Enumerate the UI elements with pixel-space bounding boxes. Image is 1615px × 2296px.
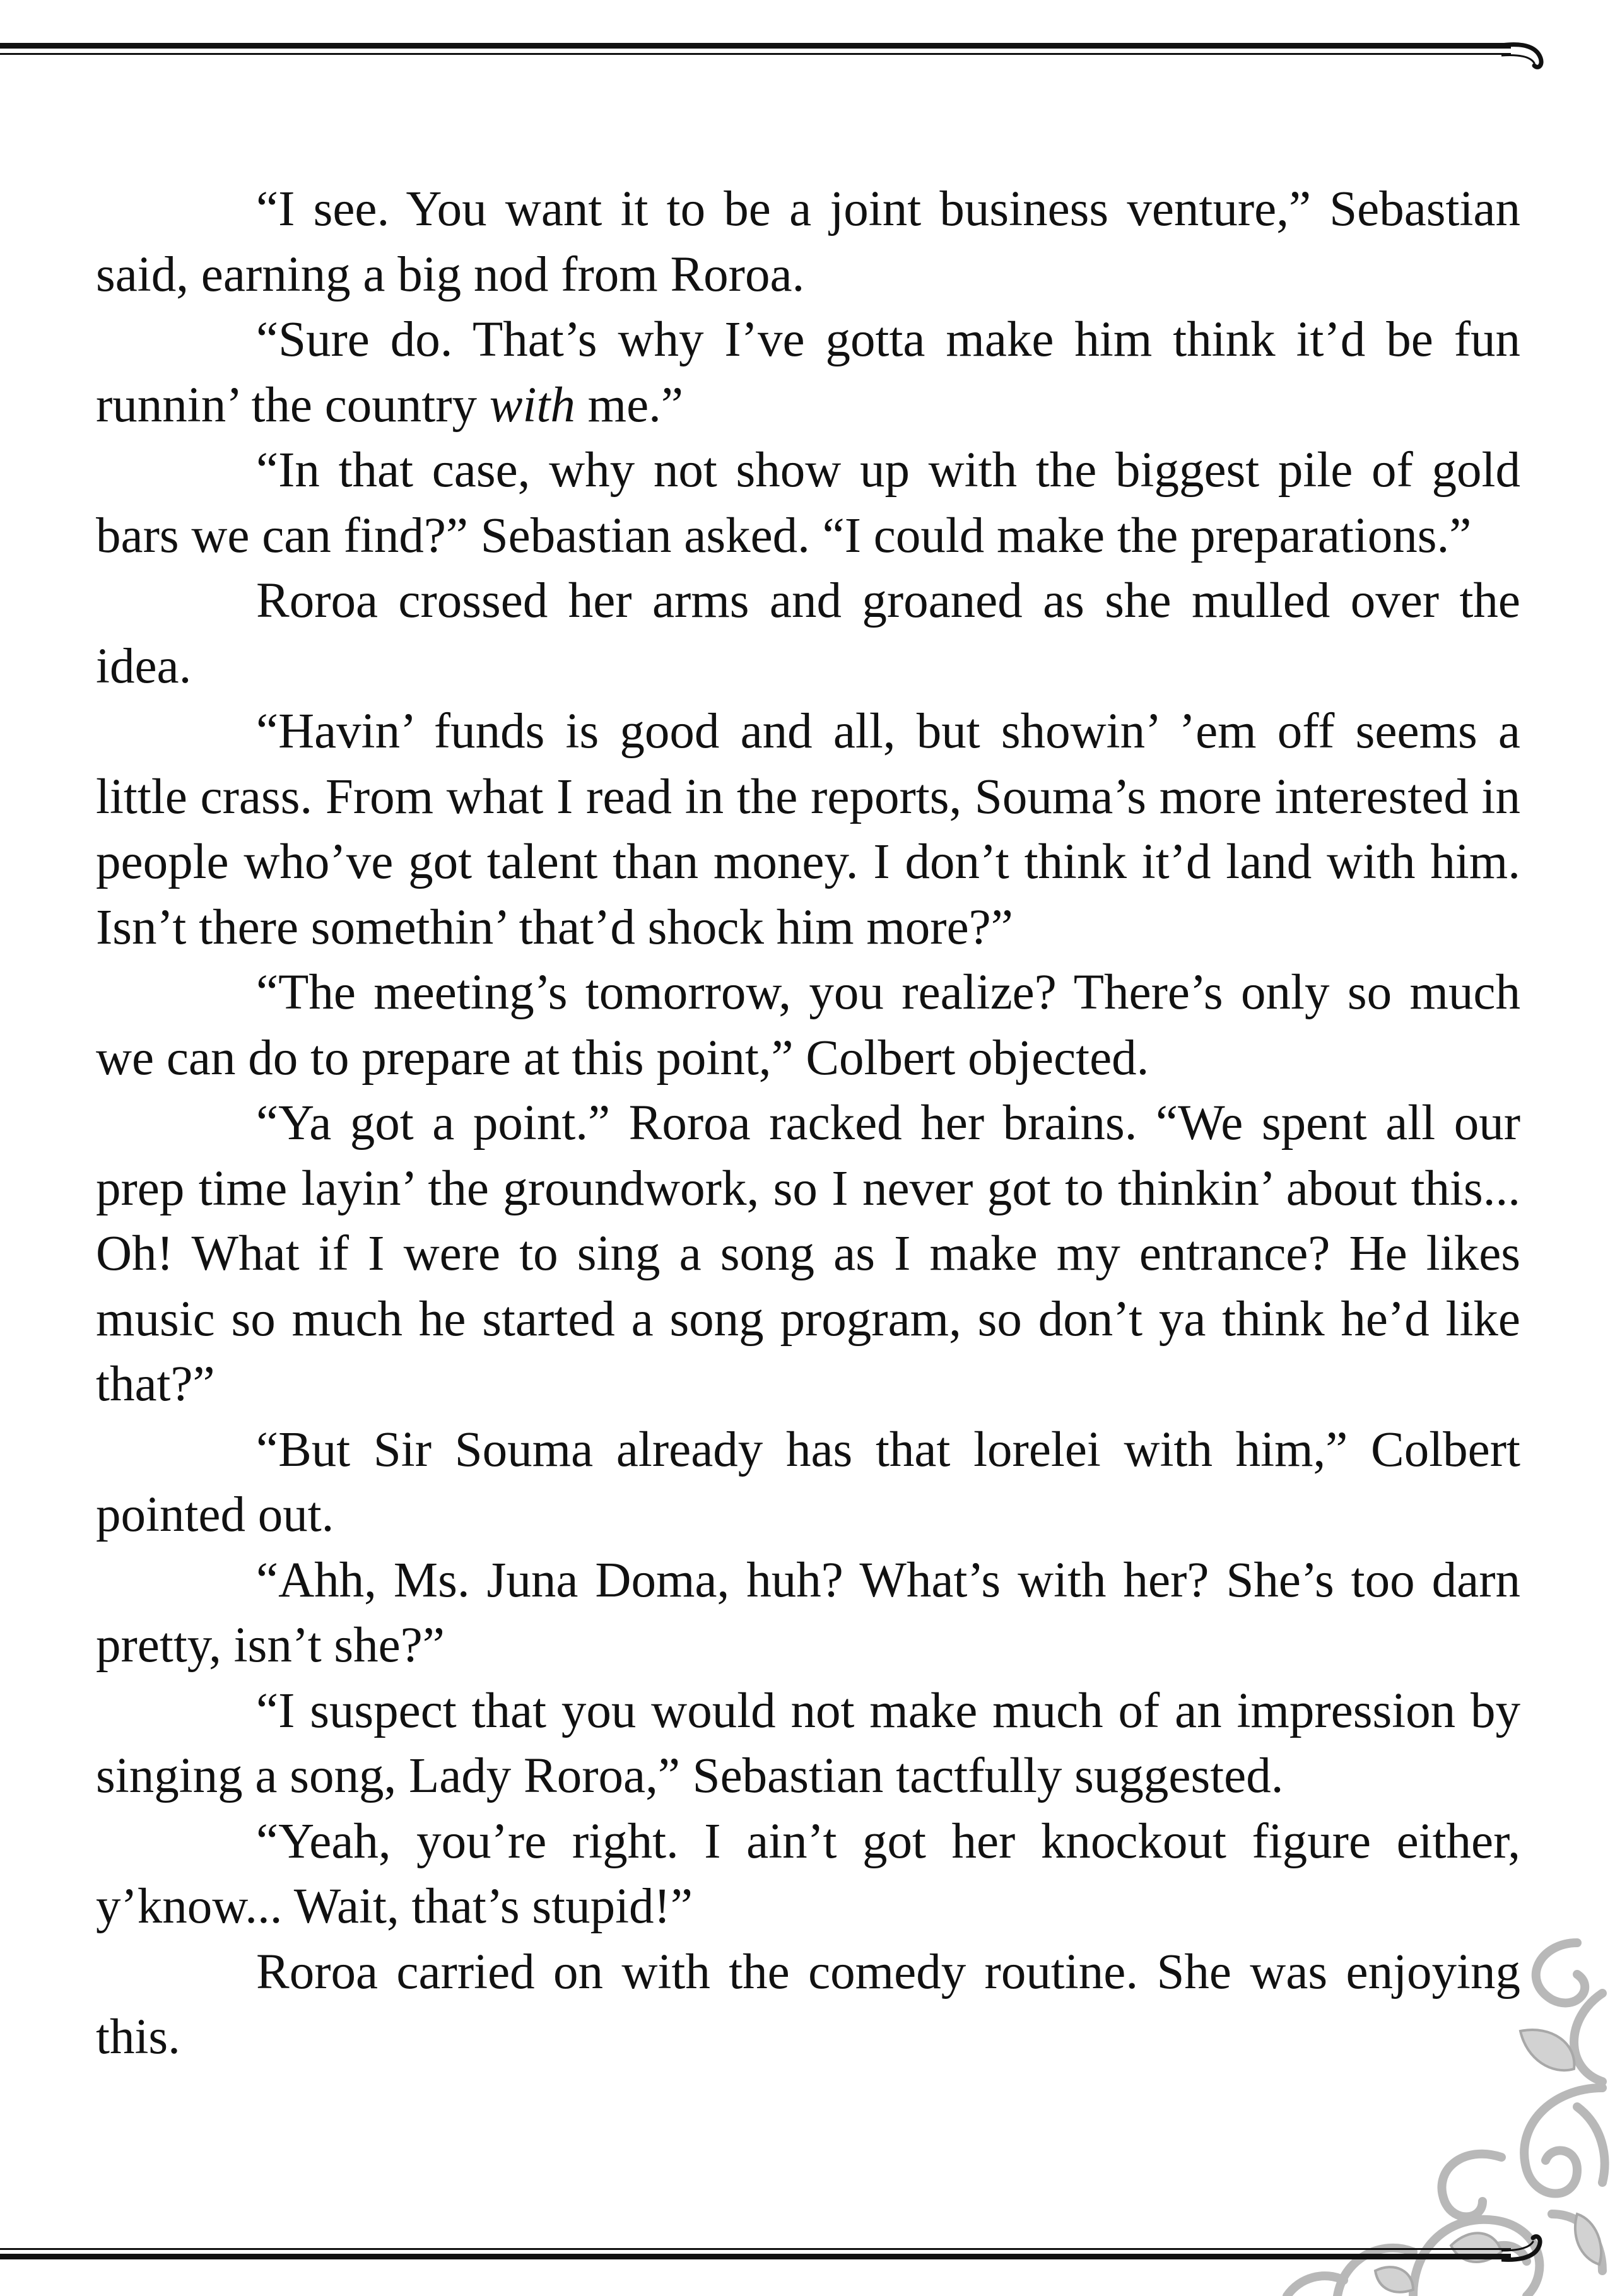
paragraph: “I see. You want it to be a joint business venture,” Sebastian said, earning a big nod from Roroa. bbox=[96, 182, 1520, 302]
paragraph-text: me.” bbox=[575, 377, 683, 433]
paragraph: “But Sir Souma already has that lorelei with him,” Colbert pointed out. bbox=[96, 1422, 1520, 1542]
paragraph: “The meeting’s tomorrow, you realize? There’s only so much we can do to prepare at this point,” Colbert objected. bbox=[96, 965, 1520, 1086]
body-text bbox=[96, 177, 1520, 2070]
paragraph: “Havin’ funds is good and all, but showin’ ’em off seems a little crass. From what I read in the reports, Souma’s more interested in people who’ve got talent than money. I don’t think it’d land with him. Isn’t there somethin’ that’d shock him more?” bbox=[96, 704, 1520, 955]
paragraph: “Yeah, you’re right. I ain’t got her knockout figure either, y’know... Wait, that’s stupid!” bbox=[96, 1813, 1520, 1934]
paragraph: Roroa crossed her arms and groaned as she mulled over the idea. bbox=[96, 573, 1520, 694]
paragraph: Roroa carried on with the comedy routine. She was enjoying this. bbox=[96, 1944, 1520, 2065]
emphasis-text: with bbox=[489, 377, 575, 433]
paragraph: “Ahh, Ms. Juna Doma, huh? What’s with her? She’s too darn pretty, isn’t she?” bbox=[96, 1552, 1520, 1673]
top-border-thick-rule bbox=[0, 43, 1511, 49]
bottom-border-thin-rule bbox=[0, 2248, 1511, 2250]
corner-flourish-ornament bbox=[1224, 1918, 1615, 2296]
paragraph-text: “Sure do. That’s why I’ve gotta make him think it’d be fun runnin’ the country bbox=[96, 312, 1520, 433]
paragraph bbox=[96, 307, 1520, 438]
bottom-border-thick-rule bbox=[0, 2254, 1511, 2259]
paragraph: “In that case, why not show up with the biggest pile of gold bars we can find?” Sebastian asked. “I could make the preparations.” bbox=[96, 443, 1520, 563]
paragraph: “I suspect that you would not make much of an impression by singing a song, Lady Roroa,” Sebastian tactfully suggested. bbox=[96, 1683, 1520, 1803]
top-border-curl-icon bbox=[1501, 37, 1552, 74]
top-border-thin-rule bbox=[0, 53, 1511, 55]
paragraph: “Ya got a point.” Roroa racked her brains. “We spent all our prep time layin’ the groundwork, so I never got to thinkin’ about this... Oh! What if I were to sing a song as I make my entrance? He likes music so much he started a song program, so don’t ya think he’d like that?” bbox=[96, 1096, 1520, 1412]
bottom-border-curl-icon bbox=[1501, 2228, 1552, 2266]
